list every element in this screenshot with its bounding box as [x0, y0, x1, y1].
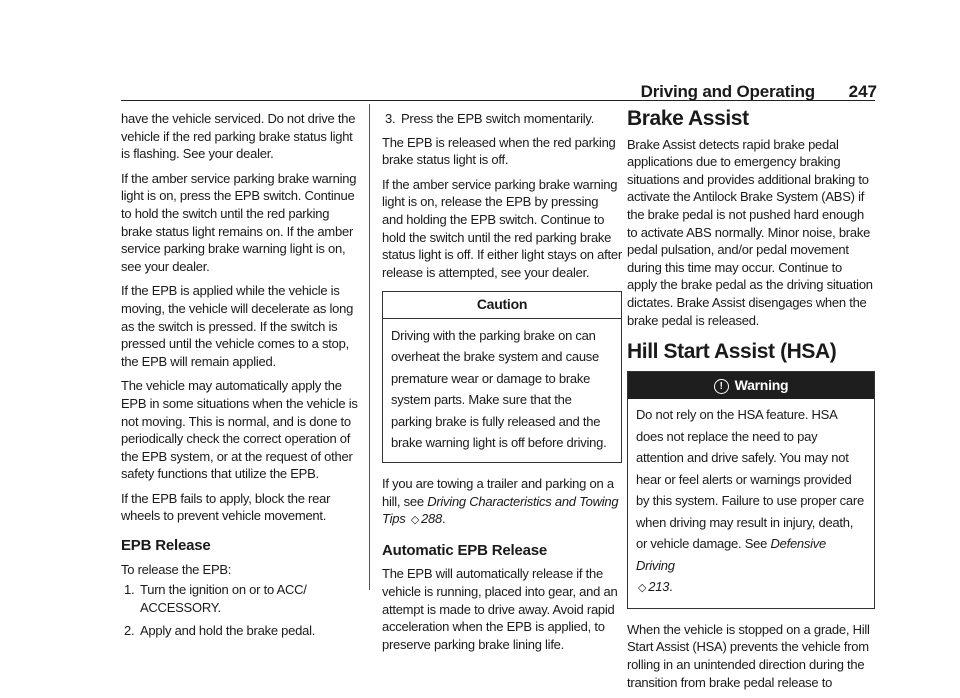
paragraph: If the EPB fails to apply, block the rear wheels to prevent vehicle movement. [121, 490, 331, 524]
cross-reference-link[interactable]: Driving Characteristics and Towing Tips [382, 493, 619, 527]
caution-title: Caution [383, 292, 621, 319]
brake-assist-heading: Brake Assist [627, 107, 749, 130]
text: . [669, 579, 673, 595]
step-text: Apply and hold the brake pedal. [140, 623, 316, 639]
paragraph: If the amber service parking brake warning light is on, release the EPB by pressing and holding the EPB switch. Continue to hold the switch until the red parking brake status light is off. If either light stays on after release is attempted, see your dealer. [382, 176, 622, 280]
step-number: 2. [124, 623, 135, 639]
paragraph: The EPB will automatically release if the vehicle is running, placed into gear, and an attempt is made to drive away. Avoid rapid acceleration when the EPB is applied, to preserve parking brake lining life. [382, 566, 618, 652]
epb-release-heading: EPB Release [121, 537, 211, 555]
epb-release-steps-continued [382, 110, 622, 128]
page-header [0, 82, 960, 106]
warning-icon: ! [714, 379, 729, 394]
text: Do not rely on the HSA feature. HSA does not replace the need to pay attention and drive safely. You may not hear or feel alerts or warnings provided by this system. Failure to use proper care when driving may result in injury, death, or vehicle damage. See [636, 407, 864, 552]
list-item [382, 110, 622, 128]
paragraph: When the vehicle is stopped on a grade, Hill Start Assist (HSA) prevents the vehicle from rolling in an unintended direction during the transition from brake pedal release to [627, 621, 870, 690]
caution-body: Driving with the parking brake on can overheat the brake system and cause premature wear or damage to brake system parts. Make sure that the parking brake is fully released and the brake warning light is off before driving. [391, 327, 607, 451]
warning-title: Warning [734, 376, 789, 393]
page-reference[interactable]: 213 [648, 579, 670, 595]
header-rule [121, 100, 875, 101]
column-right [627, 107, 875, 698]
page-reference-icon: ◇ [410, 514, 420, 527]
list-item [121, 622, 361, 640]
paragraph: The vehicle may automatically apply the EPB in some situations when the vehicle is not moving. This is normal, and is done to periodically check the correct operation of the EPB system, or at the request of other safety functions that utilize the EPB. [121, 378, 358, 482]
warning-box [627, 371, 875, 609]
list-item [121, 581, 361, 616]
paragraph: If the amber service parking brake warning light is on, press the EPB switch. Continue to hold the switch until the red parking brake status light remains on. If the amber service parking brake warning light is on, see your dealer. [121, 170, 357, 274]
page-reference[interactable]: 288 [421, 511, 442, 527]
step-text: Press the EPB switch momentarily. [401, 111, 595, 126]
column-divider [369, 104, 370, 590]
page-reference-icon: ◇ [638, 582, 647, 595]
warning-body [628, 399, 874, 608]
step-number: 1. [124, 582, 135, 598]
paragraph: The EPB is released when the red parking brake status light is off. [382, 134, 616, 168]
epb-release-steps [121, 581, 361, 640]
hill-start-assist-heading: Hill Start Assist (HSA) [627, 340, 837, 364]
paragraph: Brake Assist detects rapid brake pedal applications due to emergency braking situations and provides additional braking to activate the Antilock Brake System (ABS) if the brake pedal is not pushed hard enough to activate ABS normally. Minor noise, brake pedal pulsation, and/or pedal movement during this time may occur. Continue to apply the brake pedal as the driving situation dictates. Brake Assist disengages when the brake pedal is released. [627, 136, 873, 328]
automatic-epb-release-heading: Automatic EPB Release [382, 541, 548, 559]
caution-box [382, 291, 622, 463]
column-middle [382, 110, 622, 660]
cross-reference-link[interactable]: Defensive Driving [636, 536, 827, 573]
running-head-title: Driving and Operating [640, 82, 815, 101]
warning-title-bar [628, 372, 874, 400]
step-text: Turn the ignition on or to ACC/ ACCESSORY. [140, 582, 307, 615]
page-number: 247 [848, 82, 877, 101]
paragraph: To release the EPB: [121, 561, 232, 577]
text: . [442, 511, 446, 527]
step-number: 3. [385, 111, 396, 126]
text: If you are towing a trailer and parking on a hill, see [382, 475, 614, 509]
column-left [121, 110, 361, 646]
paragraph: have the vehicle serviced. Do not drive the vehicle if the red parking brake status light is flashing. See your dealer. [121, 111, 356, 162]
paragraph: If the EPB is applied while the vehicle is moving, the vehicle will decelerate as long as the switch is pressed. If the switch is pressed until the vehicle comes to a stop, the EPB will remain applied. [121, 283, 354, 369]
paragraph [382, 475, 622, 530]
